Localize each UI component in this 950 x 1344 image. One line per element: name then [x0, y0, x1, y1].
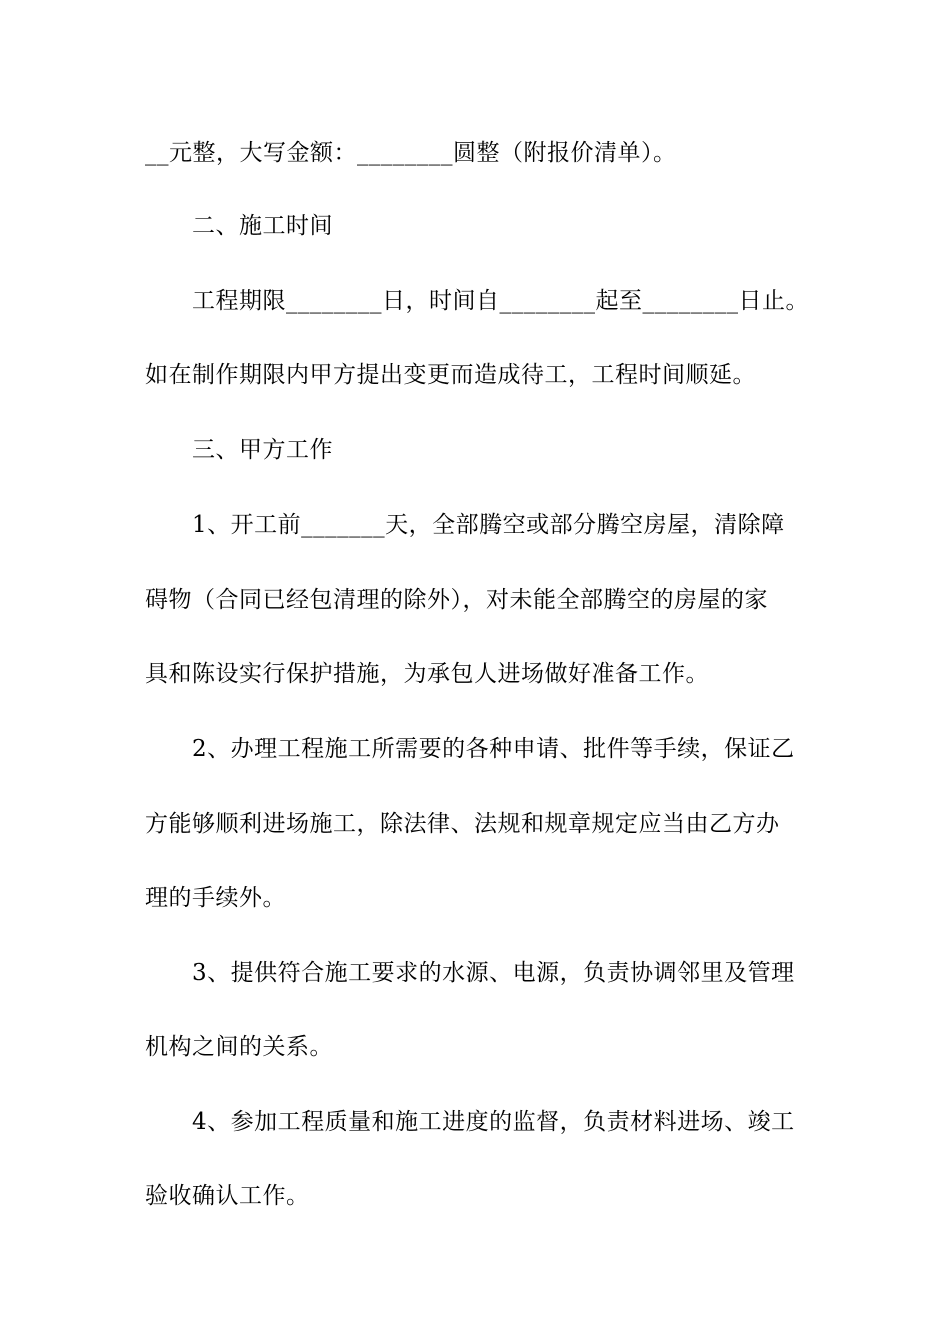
text-line-item1-c: 具和陈设实行保护措施，为承包人进场做好准备工作。	[145, 661, 709, 687]
text-line-item2-a: 2、办理工程施工所需要的各种申请、批件等手续，保证乙	[192, 736, 795, 762]
text-line-item1-b: 碍物（合同已经包清理的除外），对未能全部腾空的房屋的家	[145, 587, 768, 613]
text-line-item1-a: 1、开工前_______天，全部腾空或部分腾空房屋，清除障	[192, 512, 785, 538]
text-line-item2-b: 方能够顺利进场施工，除法律、法规和规章规定应当由乙方办	[145, 811, 780, 837]
text-line-change-delay: 如在制作期限内甲方提出变更而造成待工，工程时间顺延。	[145, 362, 756, 388]
text-line-item3-b: 机构之间的关系。	[145, 1034, 333, 1060]
text-line-item4-a: 4、参加工程质量和施工进度的监督，负责材料进场、竣工	[192, 1109, 795, 1135]
text-line-price-amount: __元整，大写金额：________圆整（附报价清单）。	[145, 140, 677, 166]
text-line-item4-b: 验收确认工作。	[145, 1183, 310, 1209]
section-heading-construction-time: 二、施工时间	[192, 213, 333, 239]
text-line-item3-a: 3、提供符合施工要求的水源、电源，负责协调邻里及管理	[192, 960, 795, 986]
section-heading-party-a-work: 三、甲方工作	[192, 437, 333, 463]
text-line-item2-c: 理的手续外。	[145, 885, 286, 911]
text-line-project-period: 工程期限________日，时间自________起至________日止。	[192, 288, 809, 314]
